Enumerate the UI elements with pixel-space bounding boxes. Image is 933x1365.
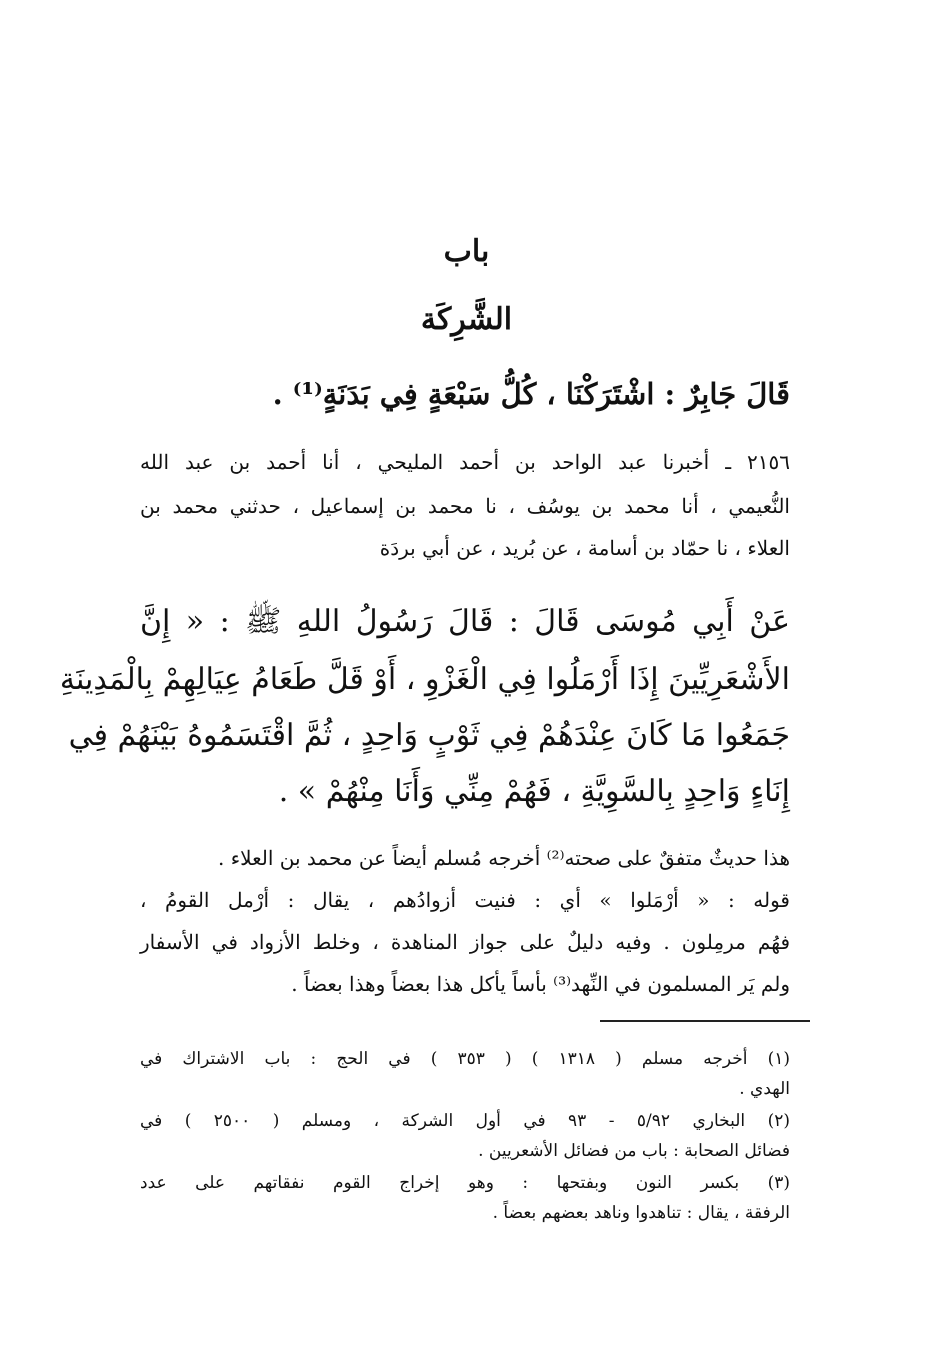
isnad-line: العلاء ، نا حمّاد بن أسامة ، عن بُريد ، عن أبي بردَة [379, 536, 790, 560]
hadith-line: الأَشْعَرِيِّينَ إِذَا أَرْمَلُوا فِي الْغَزْوِ ، أَوْ قَلَّ طَعَامُ عِيَالِهِمْ بِالْمَدِينَةِ [59, 662, 790, 697]
isnad-line: النُّعيمي ، أنا محمد بن يوسُف ، نا محمد بن إسماعيل ، حدثني محمد بن [140, 494, 790, 518]
footnote-line: (١) أخرجه مسلم ( ١٣١٨ ) ( ٣٥٣ ) في الحج : باب الاشتراك في [140, 1049, 791, 1069]
commentary-line: ولم يَر المسلمون في النِّهد⁽³⁾ بأساً يأكل هذا بعضاً وهذا بعضاً . [291, 972, 790, 996]
commentary-line: فهُم مرمِلون . وفيه دليلٌ على جواز المناهدة ، وخلط الأزواد في الأسفار [140, 930, 790, 954]
footnote-line: الرفقة ، يقال : تناهدوا وناهد بعضهم بعضاً . [492, 1203, 790, 1223]
footnote-line: فضائل الصحابة : باب من فضائل الأشعريين . [478, 1141, 790, 1161]
commentary-line: قوله : « أرْمَلوا » أي : فنيت أزوادُهم ، يقال : أرْمل القومُ ، [140, 888, 790, 912]
hadith-line: جَمَعُوا مَا كَانَ عِنْدَهُمْ فِي ثَوْبٍ وَاحِدٍ ، ثُمَّ اقْتَسَمُوهُ بَيْنَهُمْ فِي [68, 718, 790, 753]
footnote-separator [600, 1020, 810, 1022]
footnote-line: (٢) البخاري ٥/٩٢ - ٩٣ في أول الشركة ، ومسلم ( ٢٥٠٠ ) في [140, 1111, 790, 1131]
hadith-line: إِنَاءٍ وَاحِدٍ بِالسَّوِيَّةِ ، فَهُمْ مِنِّي وَأَنَا مِنْهُمْ » . [278, 774, 790, 809]
commentary-line: هذا حديثٌ متفقٌ على صحته⁽²⁾ أخرجه مُسلم أيضاً عن محمد بن العلاء . [218, 846, 790, 870]
chapter-heading: الشَّرِكَة [420, 302, 513, 337]
isnad-line: ٢١٥٦ ـ أخبرنا عبد الواحد بن أحمد المليحي ، أنا أحمد بن عبد الله [140, 450, 790, 474]
intro-quote: قَالَ جَابِرٌ : اشْتَرَكْنَا ، كُلُّ سَبْعَةٍ فِي بَدَنَةٍ⁽¹⁾ . [272, 377, 790, 411]
chapter-label: باب [443, 234, 490, 269]
hadith-line: عَنْ أَبِي مُوسَى قَالَ : قَالَ رَسُولُ اللهِ ﷺ : « إِنَّ [140, 604, 790, 639]
footnote-line: الهدي . [739, 1079, 790, 1099]
footnote-line: (٣) بكسر النون وبفتحها : وهو إخراج القوم نفقاتهم على عدد [140, 1173, 790, 1193]
